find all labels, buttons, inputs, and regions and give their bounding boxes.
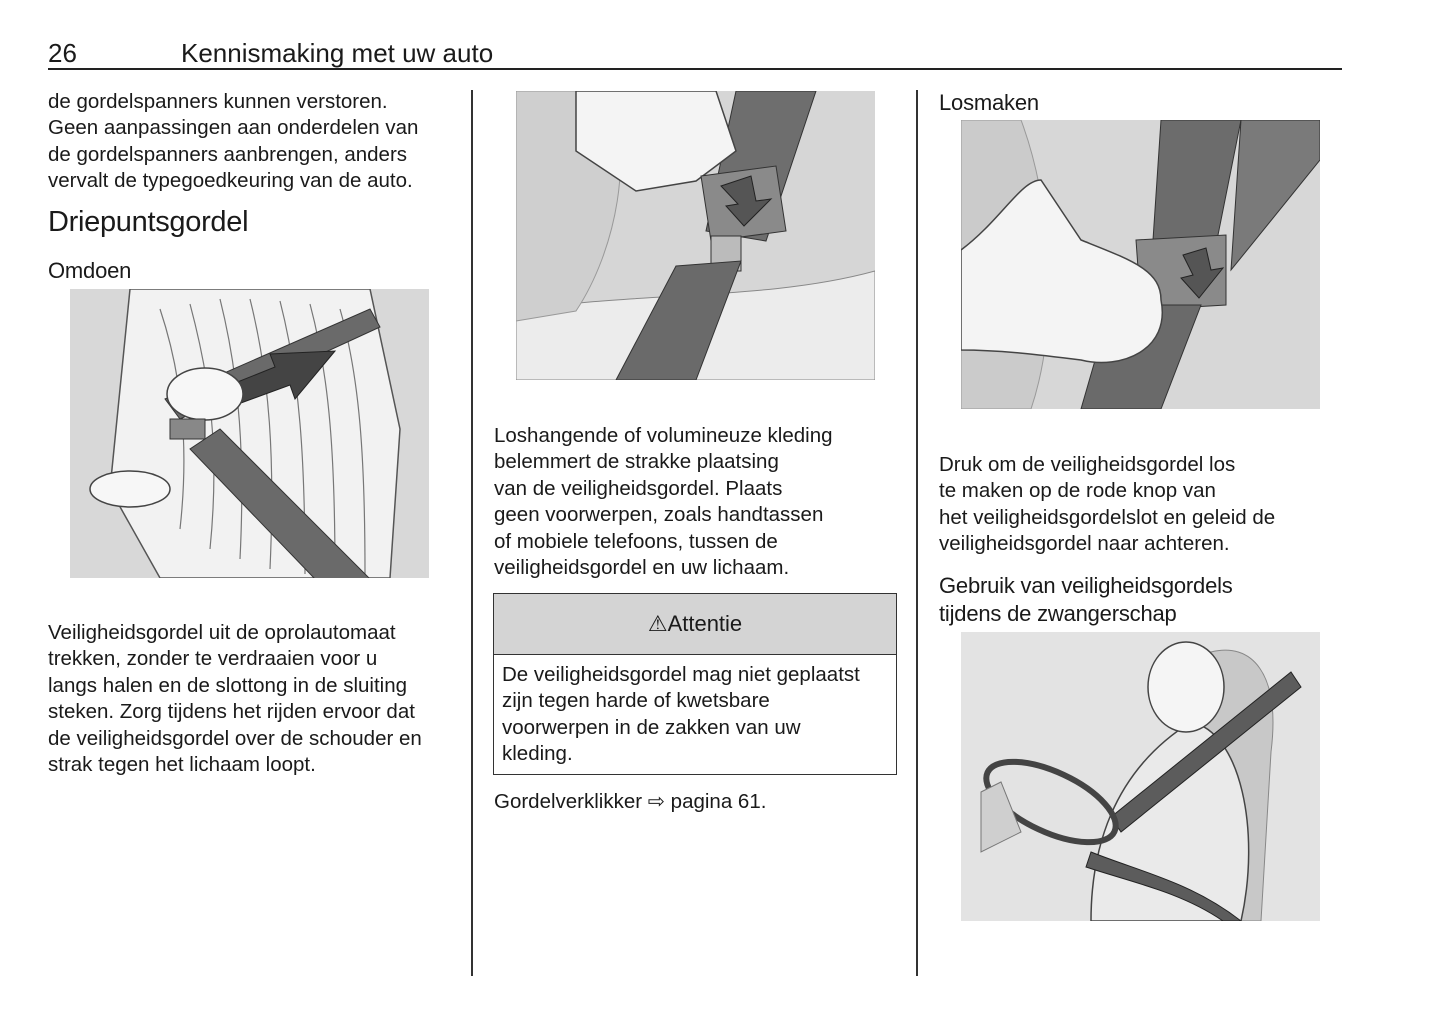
text-line: de veiligheidsgordel over de schouder en xyxy=(48,726,422,750)
text-line: steken. Zorg tijdens het rijden ervoor dat xyxy=(48,700,415,724)
release-instructions xyxy=(939,452,1275,558)
intro-paragraph xyxy=(48,89,418,195)
section-heading: Driepuntsgordel xyxy=(48,206,249,238)
cross-reference: Gordelverklikker ⇨ pagina 61. xyxy=(494,790,767,813)
warning-text xyxy=(494,655,896,775)
buckling-instructions xyxy=(48,620,422,778)
clothing-note xyxy=(494,423,833,581)
text-line: van de veiligheidsgordel. Plaats xyxy=(494,476,783,500)
text-line: kleding. xyxy=(502,742,573,766)
release-illustration xyxy=(961,120,1320,409)
page-number: 26 xyxy=(48,38,77,68)
column-divider-left xyxy=(471,90,473,976)
text-line: belemmert de strakke plaatsing xyxy=(494,450,779,474)
text-line: veiligheidsgordel naar achteren. xyxy=(939,532,1230,556)
pregnancy-heading xyxy=(939,572,1233,628)
text-line: zijn tegen harde of kwetsbare xyxy=(502,689,770,713)
text-line: Loshangende of volumineuze kleding xyxy=(494,424,833,447)
text-line: tijdens de zwangerschap xyxy=(939,601,1177,626)
text-line: geen voorwerpen, zoals handtassen xyxy=(494,503,824,527)
text-line: voorwerpen in de zakken van uw xyxy=(502,715,801,739)
text-line: de gordelspanners aanbrengen, anders xyxy=(48,142,408,166)
warning-box xyxy=(493,593,897,775)
text-line: vervalt de typegoedkeuring van de auto. xyxy=(48,169,413,193)
buckle-insert-illustration xyxy=(516,91,875,380)
text-line: De veiligheidsgordel mag niet geplaatst xyxy=(502,663,860,686)
warning-icon: ⚠ xyxy=(647,611,668,636)
text-line: de gordelspanners kunnen verstoren. xyxy=(48,90,388,113)
text-line: Veiligheidsgordel uit de oprolautomaat xyxy=(48,621,396,644)
warning-header xyxy=(494,594,896,655)
text-line: Gebruik van veiligheidsgordels xyxy=(939,573,1233,598)
page-title: Kennismaking met uw auto xyxy=(181,38,494,68)
text-line: trekken, zonder te verdraaien voor u xyxy=(48,647,378,671)
text-line: of mobiele telefoons, tussen de xyxy=(494,529,778,553)
text-line: het veiligheidsgordelslot en geleid de xyxy=(939,505,1276,529)
section-heading-release: Losmaken xyxy=(939,90,1039,115)
subsection-heading: Omdoen xyxy=(48,258,132,283)
text-line: Druk om de veiligheidsgordel los xyxy=(939,453,1236,476)
text-line: langs halen en de slottong in de sluiting xyxy=(48,673,408,697)
pregnancy-illustration xyxy=(961,632,1320,921)
text-line: te maken op de rode knop van xyxy=(939,479,1216,503)
warning-title: Attentie xyxy=(667,611,743,636)
header-rule xyxy=(48,68,1342,70)
buckling-illustration xyxy=(70,289,429,578)
text-line: Geen aanpassingen aan onderdelen van xyxy=(48,116,419,140)
column-divider-right xyxy=(916,90,918,976)
text-line: veiligheidsgordel en uw lichaam. xyxy=(494,556,790,580)
text-line: strak tegen het lichaam loopt. xyxy=(48,753,316,777)
